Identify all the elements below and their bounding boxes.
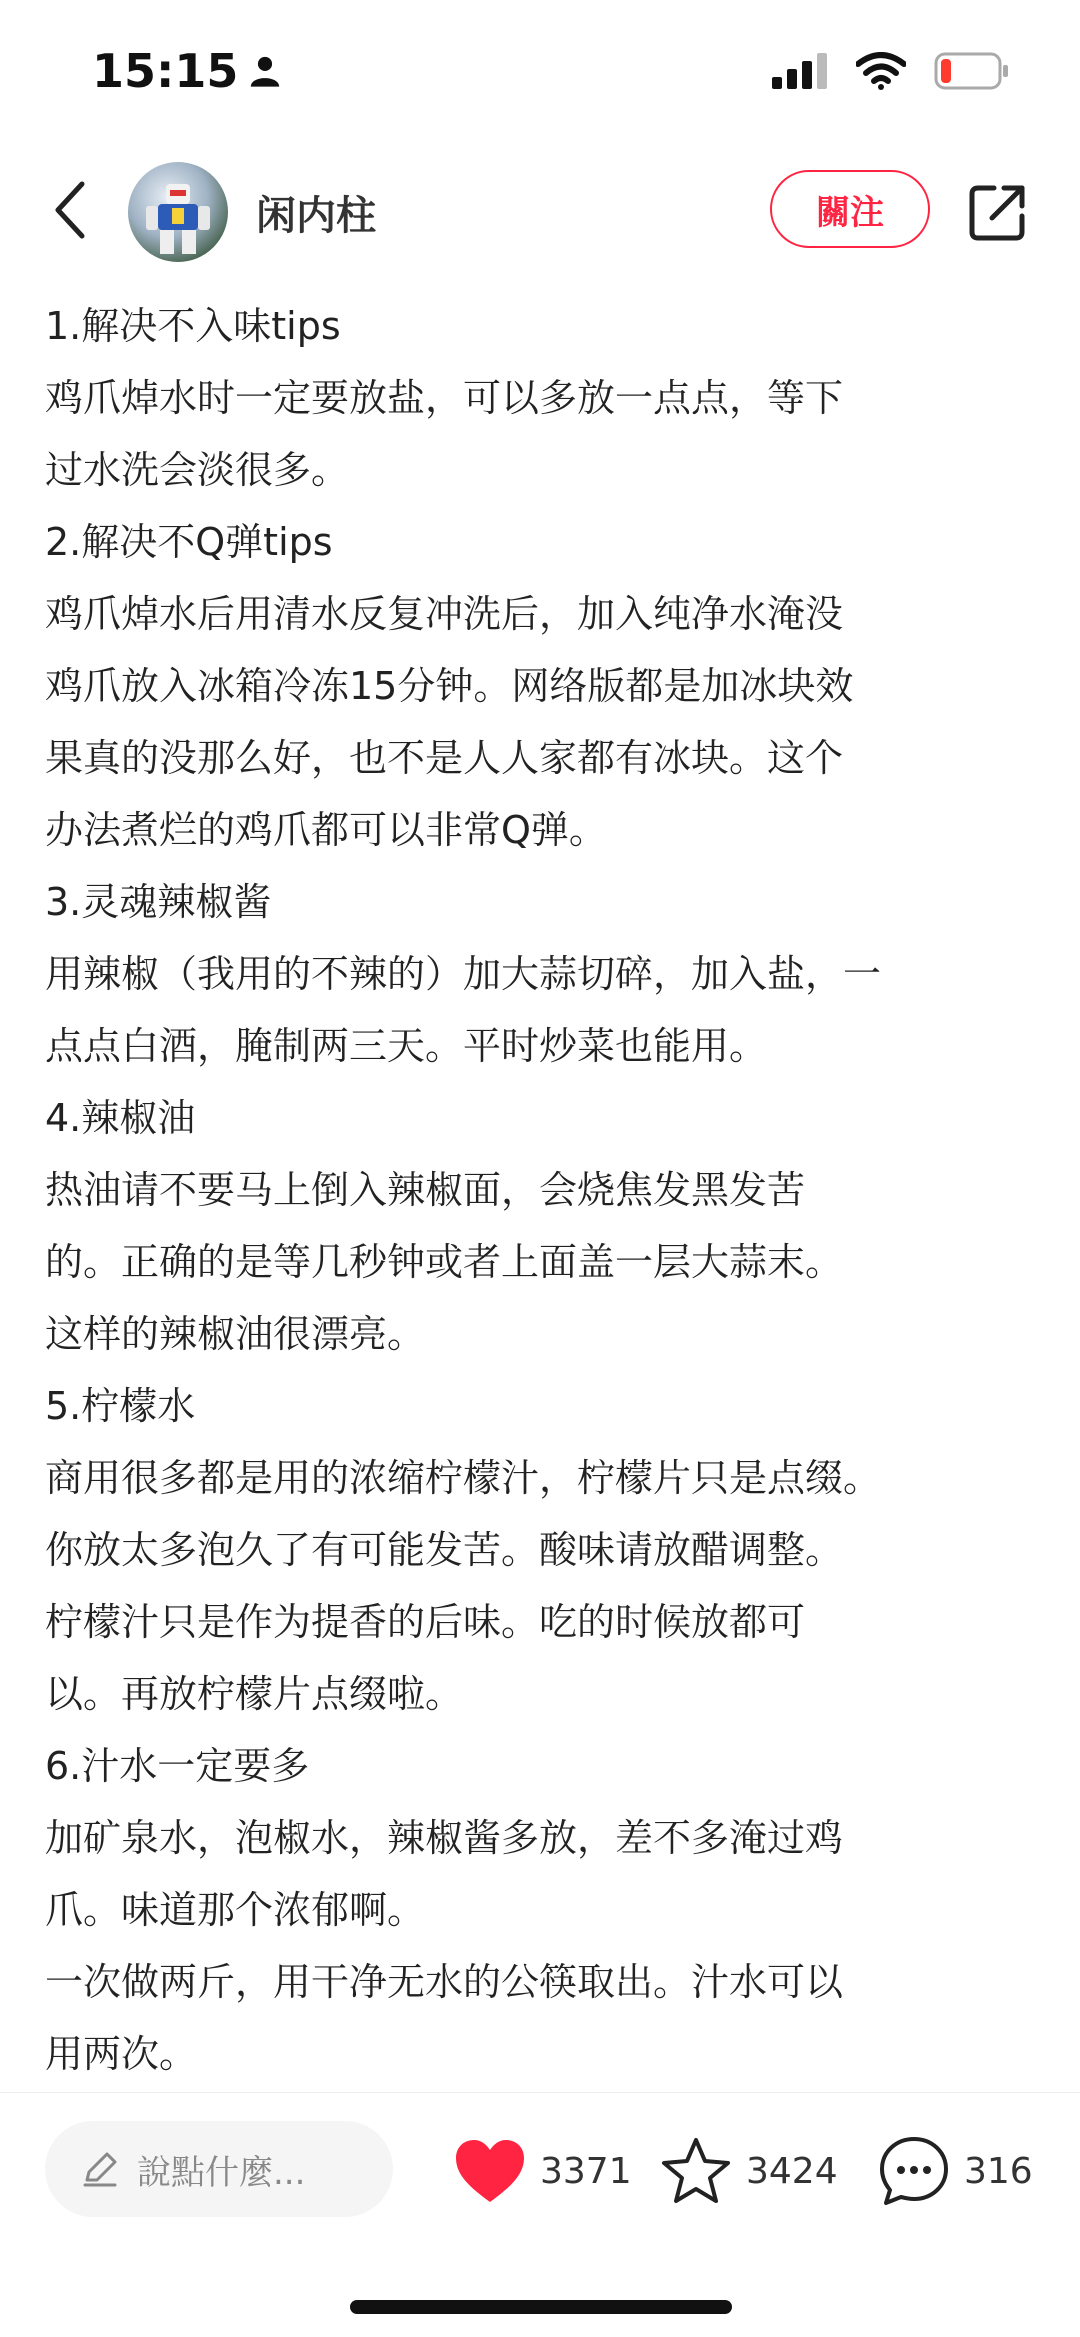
like-button[interactable] <box>454 2133 632 2209</box>
content-line: 办法煮烂的鸡爪都可以非常Q弹。 <box>45 808 607 852</box>
status-time-text: 15:15 <box>92 44 239 98</box>
content-line: 加矿泉水，泡椒水，辣椒酱多放，差不多淹过鸡 <box>45 1816 844 1860</box>
content-line: 用辣椒（我用的不辣的）加大蒜切碎，加入盐，一 <box>45 952 882 996</box>
content-line: 一次做两斤，用干净无水的公筷取出。汁水可以 <box>45 1960 844 2004</box>
content-line: 热油请不要马上倒入辣椒面，会烧焦发黑发苦 <box>45 1168 806 1212</box>
person-icon <box>248 54 282 88</box>
header <box>0 150 1080 270</box>
content-line: 爪。味道那个浓郁啊。 <box>45 1888 426 1932</box>
comment-button[interactable] <box>878 2133 1033 2209</box>
content-line: 鸡爪放入冰箱冷冻15分钟。网络版都是加冰块效 <box>45 664 854 708</box>
status-bar <box>0 0 1080 140</box>
follow-button[interactable]: 關注 <box>770 170 930 248</box>
share-icon <box>966 180 1030 244</box>
wifi-icon <box>856 52 906 90</box>
content-line: 过水洗会淡很多。 <box>45 448 350 492</box>
content-line: 1.解决不入味tips <box>45 304 341 348</box>
chevron-left-icon <box>50 180 90 240</box>
content-line: 你放太多泡久了有可能发苦。酸味请放醋调整。 <box>45 1528 844 1572</box>
content-line: 鸡爪焯水后用清水反复冲洗后，加入纯净水淹没 <box>45 592 844 636</box>
content-line: 4.辣椒油 <box>45 1096 196 1140</box>
battery-icon <box>934 52 1010 90</box>
star-icon <box>660 2136 732 2206</box>
content-line: 这样的辣椒油很漂亮。 <box>45 1312 426 1356</box>
pencil-icon <box>81 2150 119 2188</box>
back-button[interactable] <box>40 180 100 240</box>
avatar-figure-icon <box>128 162 228 262</box>
content-line: 以。再放柠檬片点缀啦。 <box>45 1672 464 1716</box>
content-line: 商用很多都是用的浓缩柠檬汁，柠檬片只是点缀。 <box>45 1456 882 1500</box>
content-line: 3.灵魂辣椒酱 <box>45 880 272 924</box>
comment-count: 316 <box>964 2150 1033 2192</box>
status-time <box>92 44 282 98</box>
content-line: 用两次。 <box>45 2032 198 2076</box>
content-line: 6.汁水一定要多 <box>45 1744 310 1788</box>
avatar[interactable] <box>128 162 228 262</box>
home-indicator[interactable] <box>350 2300 732 2314</box>
content-line: 2.解决不Q弹tips <box>45 520 333 564</box>
share-button[interactable] <box>966 180 1030 244</box>
bottom-action-bar <box>0 2093 1080 2253</box>
content-line: 果真的没那么好，也不是人人家都有冰块。这个 <box>45 736 844 780</box>
content-line: 5.柠檬水 <box>45 1384 196 1428</box>
content-line: 的。正确的是等几秒钟或者上面盖一层大蒜末。 <box>45 1240 844 1284</box>
username[interactable]: 闲内柱 <box>256 193 376 239</box>
status-indicators <box>772 52 1010 90</box>
favorite-button[interactable] <box>660 2133 838 2209</box>
post-content <box>45 290 1045 2090</box>
comment-bubble-icon <box>878 2135 950 2207</box>
favorite-count: 3424 <box>746 2150 838 2192</box>
content-line: 鸡爪焯水时一定要放盐，可以多放一点点，等下 <box>45 376 844 420</box>
content-line: 点点白酒，腌制两三天。平时炒菜也能用。 <box>45 1024 768 1068</box>
content-line: 柠檬汁只是作为提香的后味。吃的时候放都可 <box>45 1600 806 1644</box>
like-count: 3371 <box>540 2150 632 2192</box>
heart-icon <box>454 2138 526 2204</box>
comment-placeholder: 說點什麼... <box>137 2152 306 2193</box>
comment-input[interactable] <box>45 2121 393 2217</box>
cellular-signal-icon <box>772 53 828 89</box>
